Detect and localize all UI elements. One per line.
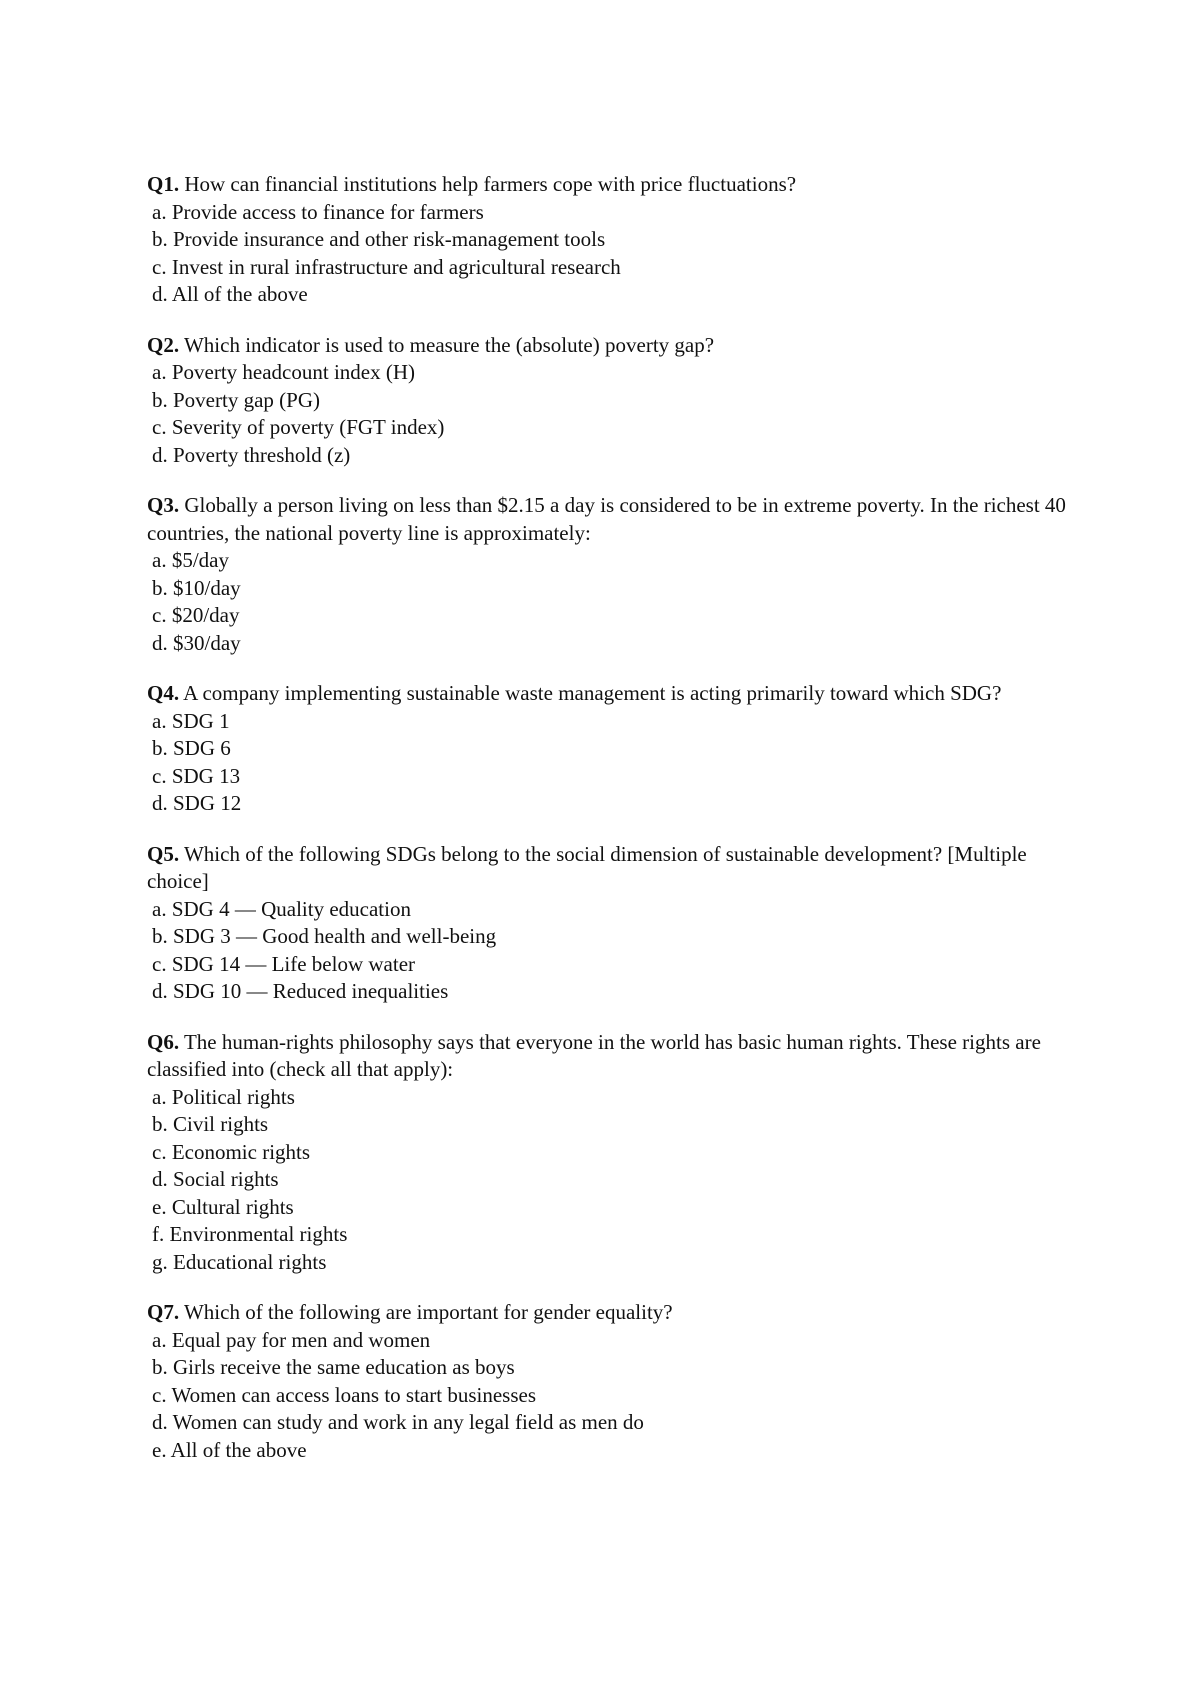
option-g: g. Educational rights [152,1249,327,1274]
option-b: b. SDG 3 — Good health and well-being [152,924,497,948]
option-d: d. Social rights [152,1167,279,1191]
option-list [147,896,1077,1006]
option-a: a. $5/day [152,548,229,572]
question-text [147,1299,1077,1327]
option-list [147,199,1077,309]
question-number: Q2. [147,332,180,357]
option-a: a. Provide access to finance for farmers [152,199,484,224]
option-a: a. SDG 1 [152,708,230,733]
question-text [147,841,1077,896]
question-number: Q6. [147,1029,180,1054]
option-c: c. SDG 14 — Life below water [152,951,416,976]
option-list [147,1084,1077,1277]
option-e: e. Cultural rights [152,1194,294,1219]
option-c: c. Invest in rural infrastructure and agricultural research [152,254,621,279]
question-7 [147,1299,1077,1464]
option-list [147,708,1077,818]
question-prompt: Globally a person living on less than $2.15 a day is considered to be in extreme poverty. In the richest 40 countries, the national poverty line is approximately: [147,493,1066,545]
option-d: d. SDG 12 [152,791,242,815]
question-5 [147,841,1077,1006]
question-text [147,492,1077,547]
question-3 [147,492,1077,657]
option-d: d. All of the above [152,282,308,306]
option-list [147,1327,1077,1465]
option-b: b. $10/day [152,575,241,600]
option-list [147,359,1077,469]
option-b: b. Provide insurance and other risk-management tools [152,227,606,251]
question-text [147,332,1077,360]
question-2 [147,332,1077,470]
question-6 [147,1029,1077,1277]
option-b: b. Civil rights [152,1112,269,1136]
question-number: Q7. [147,1300,180,1324]
question-text [147,1029,1077,1084]
option-f: f. Environmental rights [152,1222,348,1246]
option-d: d. Poverty threshold (z) [152,442,351,467]
option-a: a. SDG 4 — Quality education [152,896,411,921]
option-b: b. SDG 6 [152,736,231,760]
question-prompt: A company implementing sustainable waste management is acting primarily toward which SDG? [179,681,1002,705]
option-a: a. Equal pay for men and women [152,1327,431,1352]
question-number: Q3. [147,493,180,517]
option-d: d. $30/day [152,630,241,655]
question-prompt: Which indicator is used to measure the (absolute) poverty gap? [179,332,715,357]
option-d: d. SDG 10 — Reduced inequalities [152,979,449,1003]
option-a: a. Political rights [152,1084,295,1109]
option-c: c. Women can access loans to start businesses [152,1382,536,1407]
option-c: c. Severity of poverty (FGT index) [152,415,445,439]
option-list [147,547,1077,657]
question-prompt: How can financial institutions help farmers cope with price fluctuations? [179,172,797,196]
question-number: Q1. [147,172,180,196]
question-text [147,680,1077,708]
question-number: Q4. [147,681,180,705]
option-b: b. Girls receive the same education as boys [152,1355,515,1379]
question-prompt: Which of the following are important for gender equality? [179,1300,673,1324]
question-1 [147,171,1077,309]
option-a: a. Poverty headcount index (H) [152,360,416,384]
question-text [147,171,1077,199]
question-prompt: Which of the following SDGs belong to the social dimension of sustainable development? [Multiple choice] [147,841,1027,893]
question-4 [147,680,1077,818]
option-b: b. Poverty gap (PG) [152,387,320,412]
option-d: d. Women can study and work in any legal field as men do [152,1410,644,1434]
question-prompt: The human-rights philosophy says that everyone in the world has basic human rights. These rights are classified into (check all that apply): [147,1029,1041,1081]
option-e: e. All of the above [152,1437,307,1462]
quiz-document [147,171,1077,1487]
option-c: c. $20/day [152,603,240,627]
option-c: c. Economic rights [152,1139,311,1164]
option-c: c. SDG 13 [152,763,241,788]
question-number: Q5. [147,841,180,866]
